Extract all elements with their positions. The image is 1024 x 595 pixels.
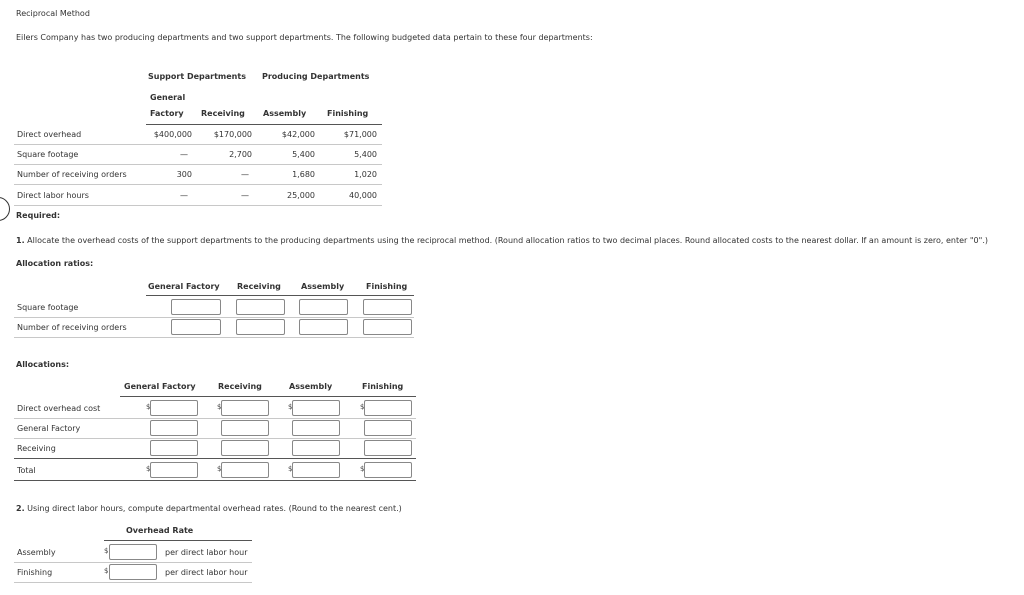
currency-symbol: $ (104, 567, 109, 575)
currency-symbol: $ (288, 465, 293, 473)
alloc-total-general-factory-input[interactable] (150, 462, 198, 478)
cell-receiving: 2,700 (229, 150, 252, 159)
currency-symbol: $ (360, 403, 365, 411)
cell-receiving: — (241, 191, 249, 200)
question-2-number: 2. (16, 504, 25, 513)
header-rule (146, 124, 382, 125)
col-header-assembly: Assembly (263, 109, 307, 118)
alloc-rec-receiving-input[interactable] (221, 440, 269, 456)
question-2-text: Using direct labor hours, compute departmental overhead rates. (Round to the nearest cent.) (27, 504, 402, 513)
col-header-finishing: Finishing (327, 109, 369, 118)
currency-symbol: $ (360, 465, 365, 473)
question-1-number: 1. (16, 236, 25, 245)
cell-finishing: 1,020 (354, 170, 377, 179)
alloc-direct-finishing-input[interactable] (364, 400, 412, 416)
rate-finishing-input[interactable] (109, 564, 157, 580)
row-divider (14, 144, 382, 145)
alloc-total-finishing-input[interactable] (364, 462, 412, 478)
allocations-heading: Allocations: (16, 360, 70, 369)
col-header-receiving: Receiving (218, 382, 262, 391)
row-label-receiving-orders: Number of receiving orders (17, 323, 127, 332)
currency-symbol: $ (146, 465, 151, 473)
rate-unit-finishing: per direct labor hour (165, 568, 248, 577)
total-double-rule-top (14, 480, 416, 481)
alloc-rec-general-factory-input[interactable] (150, 440, 198, 456)
ratio-sqft-finishing-input[interactable] (363, 299, 412, 315)
row-label-general-factory: General Factory (17, 424, 81, 433)
cell-finishing: 5,400 (354, 150, 377, 159)
row-divider (14, 337, 414, 338)
row-divider (14, 418, 416, 419)
row-label-direct-overhead-cost: Direct overhead cost (17, 404, 101, 413)
ratio-sqft-assembly-input[interactable] (299, 299, 348, 315)
col-header-receiving: Receiving (201, 109, 245, 118)
currency-symbol: $ (104, 547, 109, 555)
question-2 (16, 504, 402, 513)
header-rule (104, 540, 252, 541)
col-header-general-line1: General (150, 93, 186, 102)
cell-general: — (180, 150, 188, 159)
alloc-rec-finishing-input[interactable] (364, 440, 412, 456)
currency-symbol: $ (217, 465, 222, 473)
cell-general: 300 (176, 170, 192, 179)
cell-general: — (180, 191, 188, 200)
problem-intro: Eilers Company has two producing departments and two support departments. The following budgeted data pertain to these four departments: (16, 33, 593, 42)
cell-receiving: $170,000 (213, 130, 252, 139)
header-rule (146, 295, 414, 296)
currency-symbol: $ (288, 403, 293, 411)
col-header-general-factory: General Factory (124, 382, 196, 391)
group-header-producing: Producing Departments (262, 72, 370, 81)
row-divider (14, 438, 416, 439)
alloc-direct-general-factory-input[interactable] (150, 400, 198, 416)
rate-unit-assembly: per direct labor hour (165, 548, 248, 557)
cell-assembly: 5,400 (292, 150, 315, 159)
alloc-rec-assembly-input[interactable] (292, 440, 340, 456)
col-header-overhead-rate: Overhead Rate (126, 526, 194, 535)
ratio-orders-finishing-input[interactable] (363, 319, 412, 335)
col-header-general-factory: General Factory (148, 282, 220, 291)
row-label-total: Total (17, 466, 36, 475)
cell-receiving: — (241, 170, 249, 179)
alloc-direct-receiving-input[interactable] (221, 400, 269, 416)
row-label: Direct overhead (17, 130, 82, 139)
alloc-direct-assembly-input[interactable] (292, 400, 340, 416)
row-label-square-footage: Square footage (17, 303, 79, 312)
scroll-marker-icon (0, 197, 10, 221)
rate-assembly-input[interactable] (109, 544, 157, 560)
page-title: Reciprocal Method (16, 9, 90, 18)
col-header-finishing: Finishing (366, 282, 408, 291)
row-label-finishing: Finishing (17, 568, 53, 577)
col-header-receiving: Receiving (237, 282, 281, 291)
alloc-gf-assembly-input[interactable] (292, 420, 340, 436)
required-heading: Required: (16, 211, 61, 220)
alloc-gf-finishing-input[interactable] (364, 420, 412, 436)
alloc-total-receiving-input[interactable] (221, 462, 269, 478)
ratio-sqft-general-factory-input[interactable] (171, 299, 221, 315)
col-header-general-line2: Factory (150, 109, 184, 118)
col-header-assembly: Assembly (301, 282, 345, 291)
row-divider (14, 164, 382, 165)
alloc-gf-receiving-input[interactable] (221, 420, 269, 436)
ratio-orders-general-factory-input[interactable] (171, 319, 221, 335)
allocation-ratios-heading: Allocation ratios: (16, 259, 94, 268)
ratio-orders-receiving-input[interactable] (236, 319, 285, 335)
cell-finishing: $71,000 (343, 130, 377, 139)
header-rule (120, 396, 416, 397)
cell-general: $400,000 (153, 130, 192, 139)
row-label-assembly: Assembly (17, 548, 56, 557)
cell-assembly: $42,000 (281, 130, 315, 139)
row-divider (14, 317, 414, 318)
total-rule (14, 458, 416, 459)
question-1-text: Allocate the overhead costs of the support departments to the producing departments using the reciprocal method. (Round allocation ratios to two decimal places. Round allocated costs to the nearest dollar. If an amount is zero, enter "0".) (27, 236, 988, 245)
currency-symbol: $ (146, 403, 151, 411)
row-label: Square footage (17, 150, 79, 159)
row-label-receiving: Receiving (17, 444, 56, 453)
group-header-support: Support Departments (148, 72, 246, 81)
row-divider (14, 184, 382, 185)
question-1 (16, 236, 988, 245)
row-divider (14, 562, 252, 563)
ratio-orders-assembly-input[interactable] (299, 319, 348, 335)
alloc-total-assembly-input[interactable] (292, 462, 340, 478)
cell-finishing: 40,000 (349, 191, 377, 200)
col-header-assembly: Assembly (289, 382, 333, 391)
currency-symbol: $ (217, 403, 222, 411)
row-label: Direct labor hours (17, 191, 89, 200)
row-divider (14, 582, 252, 583)
alloc-gf-general-factory-input[interactable] (150, 420, 198, 436)
col-header-finishing: Finishing (362, 382, 404, 391)
row-label: Number of receiving orders (17, 170, 127, 179)
cell-assembly: 25,000 (287, 191, 315, 200)
row-divider (14, 205, 382, 206)
cell-assembly: 1,680 (292, 170, 315, 179)
ratio-sqft-receiving-input[interactable] (236, 299, 285, 315)
